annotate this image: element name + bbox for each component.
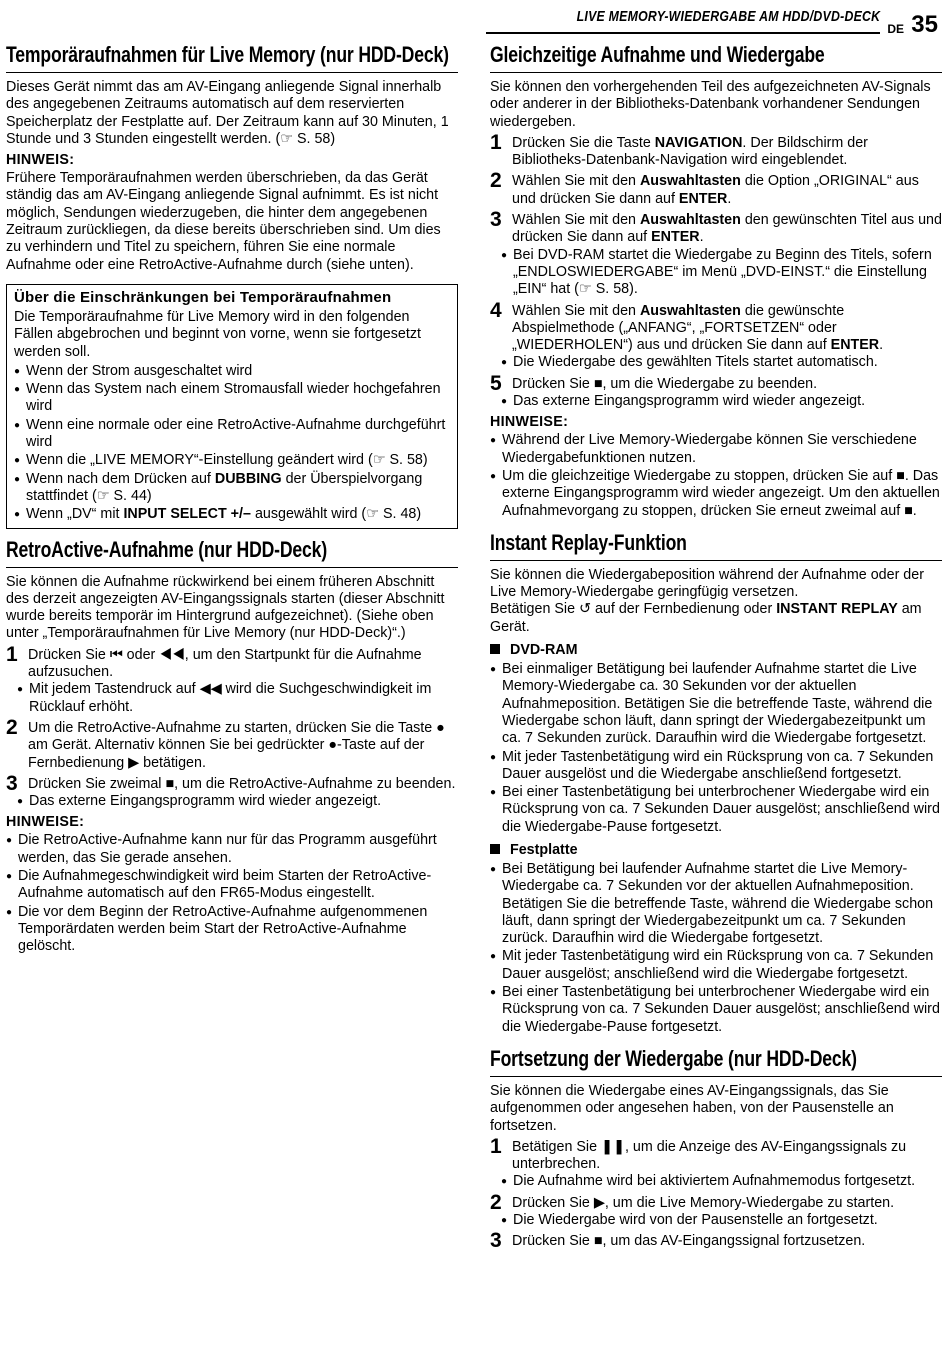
step-bullet: ● Mit jedem Tastendruck auf ◀◀ wird die Suchgeschwindigkeit im Rücklauf erhöht. <box>17 681 458 716</box>
step-text: Drücken Sie ■, um das AV-Eingangssignal fortzusetzen. <box>512 1233 866 1250</box>
section-title: Temporäraufnahmen für Live Memory (nur HDD-Deck) <box>6 42 458 73</box>
note-heading: HINWEISE: <box>6 814 85 831</box>
step-text: Drücken Sie die Taste NAVIGATION. Der Bildschirm der Bibliotheks-Datenbank-Navigation wird eingeblendet. <box>512 134 868 169</box>
note-item: ● Um die gleichzeitige Wiedergabe zu stoppen, drücken Sie auf ■. Das externe Eingangsprogramm wird wieder angezeigt. Um den aktuellen Aufnahmevorgang zu stoppen, drücken Sie erneut zweimal auf ■. <box>490 468 942 520</box>
subheading-label: DVD-RAM <box>510 642 578 659</box>
section-title: RetroActive-Aufnahme (nur HDD-Deck) <box>6 537 458 568</box>
subheading-label: Festplatte <box>510 841 578 858</box>
paragraph: Sie können die Aufnahme rückwirkend bei einem früheren Abschnitt des derzeit angezeigten AV-Eingangssignals starten (dieser Abschnitt wurde bereits temporär im Hintergrund aufgezeichnet). (Siehe oben unter „Temporäraufnahmen für Live Memory (nur HDD-Deck)“.) <box>6 573 445 642</box>
paragraph: Sie können den vorhergehenden Teil des aufgezeichneten AV-Signals oder anderer in der Bibliotheks-Datenbank vorhandener Sendungen wiedergeben. <box>490 79 931 130</box>
step <box>490 169 942 208</box>
section-resume-playback <box>490 1046 942 1251</box>
square-bullet-icon <box>490 644 500 654</box>
step-number: 3 <box>6 771 18 795</box>
step <box>490 1229 942 1253</box>
step-text: Drücken Sie ■, um die Wiedergabe zu beenden. <box>512 375 818 392</box>
step-text: Drücken Sie ⏮ oder ◀◀, um den Startpunkt für die Aufnahme aufzusuchen. <box>28 646 422 681</box>
step <box>6 715 458 772</box>
header-rule <box>486 32 880 34</box>
note-item: ● Die RetroActive-Aufnahme kann nur für das Programm ausgeführt werden, das Sie gerade ansehen. <box>6 832 458 867</box>
list-item: ● Bei Betätigung bei laufender Aufnahme startet die Live Memory-Wiedergabe ca. 7 Sekunden vor der aktuellen Aufnahmeposition. Betätigen Sie die betreffende Taste, während die Wiedergabe schon läuft, dann springt der Wiedergabezeitpunkt um ca. 7 Sekunden zurück. Daraufhin wird die Wiedergabe fortgesetzt. <box>490 861 942 947</box>
left-column <box>6 42 458 965</box>
step-bullet: ● Das externe Eingangsprogramm wird wieder angezeigt. <box>17 793 458 810</box>
paragraph: Sie können die Wiedergabeposition während der Aufnahme oder der Live Memory-Wiedergabe geringfügig versetzen. <box>490 566 924 601</box>
list-item: ● Wenn nach dem Drücken auf DUBBING der Überspielvorgang stattfindet (☞ S. 44) <box>14 471 450 506</box>
section-instant-replay <box>490 530 942 1036</box>
step <box>490 298 942 372</box>
list-item: ● Wenn das System nach einem Stromausfall wieder hochgefahren wird <box>14 381 450 416</box>
step-number: 3 <box>490 208 502 232</box>
subheading-festplatte <box>490 842 942 859</box>
note-item: ● Während der Live Memory-Wiedergabe können Sie verschiedene Wiedergabefunktionen nutzen. <box>490 432 942 467</box>
note-heading: HINWEISE: <box>490 414 569 431</box>
section-title: Instant Replay-Funktion <box>490 530 942 561</box>
step-number: 1 <box>490 130 502 154</box>
step-text: Wählen Sie mit den Auswahltasten den gewünschten Titel aus und drücken Sie dann auf ENTER. <box>512 212 942 246</box>
step <box>490 1134 942 1191</box>
step-text: Drücken Sie zweimal ■, um die RetroActive-Aufnahme zu beenden. <box>28 775 456 792</box>
step <box>6 642 458 716</box>
list-item: ● Wenn die „LIVE MEMORY“-Einstellung geändert wird (☞ S. 58) <box>14 452 450 469</box>
step-text: Betätigen Sie ❚❚, um die Anzeige des AV-Eingangssignals zu unterbrechen. <box>512 1138 907 1173</box>
paragraph: Sie können die Wiedergabe eines AV-Eingangssignals, das Sie aufgenommen oder angesehen haben, von der Pausenstelle an fortsetzen. <box>490 1082 894 1134</box>
list-item: ● Bei einer Tastenbetätigung bei unterbrochener Wiedergabe wird ein Rücksprung von ca. 7 Sekunden Dauer ausgelöst; anschließend wird die Wiedergabe-Pause fortgesetzt. <box>490 784 942 836</box>
box-title: Über die Einschränkungen bei Temporäraufnahmen <box>14 288 392 306</box>
paragraph: Dieses Gerät nimmt das am AV-Eingang anliegende Signal innerhalb des angegebenen Zeitraums automatisch auf dem reservierten Speicherplatz der Festplatte auf. Der Zeitraum kann auf 30 Minuten, 1 Stunde und 3 Stunden eingestellt werden. (☞ S. 58) <box>6 79 449 147</box>
step-bullet: ● Die Wiedergabe des gewählten Titels startet automatisch. <box>501 354 942 371</box>
step-number: 2 <box>490 1190 502 1214</box>
step <box>490 208 942 298</box>
note-text: Frühere Temporäraufnahmen werden überschrieben, da das Gerät ständig das am AV-Eingang anliegende Signal aufnimmt. Es ist nicht möglich, Sendungen wiederzugeben, die hinter dem angegebenen Zeitraum zurückliegen, da diese bereits überschrieben sind. Um dies zu verhindern und Titel zu speichern, führen Sie eine normale Aufnahme oder eine RetroActive-Aufnahme durch (siehe unten). <box>6 170 441 273</box>
list-item: ● Bei einer Tastenbetätigung bei unterbrochener Wiedergabe wird ein Rücksprung von ca. 7 Sekunden Dauer ausgelöst; anschließend wird die Wiedergabe-Pause fortgesetzt. <box>490 984 942 1036</box>
step-number: 1 <box>6 642 18 666</box>
step-bullet: ● Bei DVD-RAM startet die Wiedergabe zu Beginn des Titels, sofern „ENDLOSWIEDERGABE“ im Menü „DVD-EINST.“ die Einstellung „EIN“ hat (☞ S. 58). <box>501 247 942 299</box>
step-number: 5 <box>490 371 502 395</box>
step-text: Wählen Sie mit den Auswahltasten die Option „ORIGINAL“ aus und drücken Sie dann auf ENTER. <box>512 173 919 207</box>
step <box>490 1190 942 1230</box>
section-temporary-recording <box>6 42 458 274</box>
step <box>490 130 942 170</box>
list-item: ● Mit jeder Tastenbetätigung wird ein Rücksprung von ca. 7 Sekunden Dauer ausgelöst und die Wiedergabe anschließend fortgesetzt. <box>490 749 942 784</box>
step-number: 4 <box>490 298 502 322</box>
list-item: ● Wenn eine normale oder eine RetroActive-Aufnahme durchgeführt wird <box>14 417 450 452</box>
list-item: ● Bei einmaliger Betätigung bei laufender Aufnahme startet die Live Memory-Wiedergabe ca. 30 Sekunden vor der aktuellen Aufnahmeposition. Betätigen Sie die betreffende Taste, während die Wiedergabe schon läuft, dann springt der Wiedergabezeitpunkt um ca. 7 Sekunden zurück. Daraufhin wird die Wiedergabe fortgesetzt. <box>490 661 942 747</box>
section-title: Fortsetzung der Wiedergabe (nur HDD-Deck) <box>490 1046 942 1077</box>
step-number: 1 <box>490 1134 502 1158</box>
page-header <box>486 6 942 36</box>
section-title: Gleichzeitige Aufnahme und Wiedergabe <box>490 42 942 73</box>
step-number: 2 <box>490 169 502 193</box>
section-retroactive <box>6 537 458 956</box>
section-simultaneous <box>490 42 942 520</box>
page-number: 35 <box>911 11 938 38</box>
step <box>6 771 458 811</box>
list-item: ● Mit jeder Tastenbetätigung wird ein Rücksprung von ca. 7 Sekunden Dauer ausgelöst; anschließend wird die Wiedergabe fortgesetzt. <box>490 948 942 983</box>
square-bullet-icon <box>490 844 500 854</box>
step-bullet: ● Die Aufnahme wird bei aktiviertem Aufnahmemodus fortgesetzt. <box>501 1173 942 1190</box>
header-title: LIVE MEMORY-WIEDERGABE AM HDD/DVD-DECK <box>576 8 880 25</box>
note-item: ● Die Aufnahmegeschwindigkeit wird beim Starten der RetroActive-Aufnahme automatisch auf den FR65-Modus eingestellt. <box>6 868 458 903</box>
language-tag: DE <box>887 22 904 36</box>
step-text: Um die RetroActive-Aufnahme zu starten, drücken Sie die Taste ● am Gerät. Alternativ können Sie bei gedrückter ●-Taste auf der Fernbedienung ▶ betätigen. <box>28 719 445 771</box>
step-text: Drücken Sie ▶, um die Live Memory-Wiedergabe zu starten. <box>512 1194 895 1211</box>
list-item: ● Wenn der Strom ausgeschaltet wird <box>14 363 450 380</box>
step-bullet: ● Das externe Eingangsprogramm wird wieder angezeigt. <box>501 393 942 410</box>
note-item: ● Die vor dem Beginn der RetroActive-Aufnahme aufgenommenen Temporärdaten werden beim Start der RetroActive-Aufnahme gelöscht. <box>6 904 458 956</box>
step-text: Wählen Sie mit den Auswahltasten die gewünschte Abspielmethode („ANFANG“, „FORTSETZEN“ oder „WIEDERHOLEN“) aus und drücken Sie dann auf ENTER. <box>512 302 884 354</box>
right-column <box>490 42 942 1261</box>
step-bullet: ● Die Wiedergabe wird von der Pausenstelle an fortgesetzt. <box>501 1212 942 1229</box>
step-number: 2 <box>6 715 18 739</box>
subheading-dvd-ram <box>490 642 942 659</box>
list-item: ● Wenn „DV“ mit INPUT SELECT +/– ausgewählt wird (☞ S. 48) <box>14 506 450 523</box>
box-intro: Die Temporäraufnahme für Live Memory wird in den folgenden Fällen abgebrochen und beginnt von vorne, wenn sie fortgesetzt werden soll. <box>14 308 421 360</box>
step-number: 3 <box>490 1229 502 1253</box>
restrictions-box <box>6 284 458 529</box>
step <box>490 371 942 411</box>
paragraph: Betätigen Sie ↺ auf der Fernbedienung oder INSTANT REPLAY am Gerät. <box>490 601 922 635</box>
note-heading: HINWEIS: <box>6 152 75 169</box>
